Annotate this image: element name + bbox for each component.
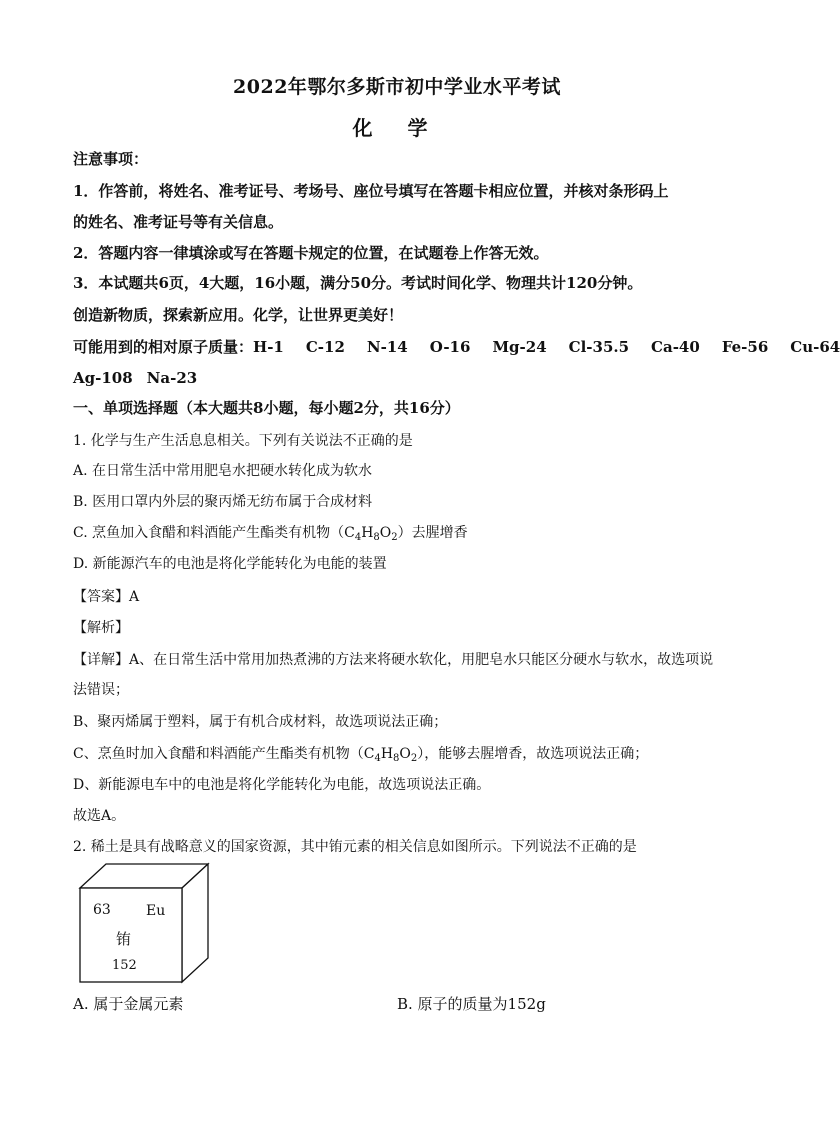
detail-b: B、聚丙烯属于塑料，属于有机合成材料，故选项说法正确；: [73, 714, 448, 730]
question-1-stem: 1. 化学与生产生活息息相关。下列有关说法不正确的是: [73, 433, 413, 449]
atomic-mass-value: O-16: [429, 338, 471, 356]
atomic-mass-value: C-12: [305, 338, 345, 356]
answer-value: A: [129, 589, 140, 605]
atomic-mass-value: N-14: [366, 338, 408, 356]
element-cube-drawing: [78, 862, 212, 984]
formula-subscript: 8: [373, 532, 380, 543]
exam-title: 2022年鄂尔多斯市初中学业水平考试: [233, 76, 561, 98]
atomic-mass: 152: [112, 958, 137, 973]
answer-line: [73, 587, 139, 607]
atomic-masses-line-2: [73, 368, 197, 388]
atomic-mass-value: Ca-40: [651, 338, 700, 356]
question-1-option-b: B. 医用口罩内外层的聚丙烯无纺布属于合成材料: [73, 494, 373, 510]
slogan: 创造新物质，探索新应用。化学，让世界更美好！: [73, 306, 404, 324]
formula-element: O: [399, 746, 411, 762]
atomic-mass-value: Fe-56: [721, 338, 769, 356]
element-card-eu: [78, 862, 212, 984]
atomic-masses-line-1: [73, 337, 840, 357]
question-1-option-d: D. 新能源汽车的电池是将化学能转化为电能的装置: [73, 556, 387, 572]
atomic-mass-value: H-1: [253, 338, 284, 356]
formula-subscript: 8: [393, 753, 400, 764]
formula-element: H: [380, 746, 394, 762]
atomic-masses-label: 可能用到的相对原子质量：: [73, 338, 254, 356]
notes-heading: 注意事项：: [73, 150, 149, 168]
atomic-mass-value: Cu-64: [790, 338, 840, 356]
note-item-1-line-2: 的姓名、准考证号等有关信息。: [73, 213, 284, 231]
atomic-mass-value: Cl-35.5: [568, 338, 630, 356]
question-2-option-b: B. 原子的质量为152g: [397, 995, 546, 1013]
atomic-number: 63: [93, 902, 111, 918]
detail-line-2: 法错误；: [73, 682, 129, 698]
question-2-option-a: A. 属于金属元素: [73, 995, 184, 1013]
element-name: 铕: [116, 930, 132, 948]
formula-element: O: [379, 525, 392, 541]
formula-subscript: 4: [354, 532, 362, 543]
question-2-stem: 2. 稀土是具有战略意义的国家资源，其中铕元素的相关信息如图所示。下列说法不正确的是: [73, 839, 637, 855]
detail-c-text-end: ），能够去腥增香，故选项说法正确；: [417, 746, 649, 762]
atomic-mass-value: Ag-108: [73, 369, 133, 387]
atomic-mass-value: Mg-24: [492, 338, 547, 356]
formula-element: H: [361, 525, 374, 541]
detail-c: [73, 744, 648, 769]
note-item-2: 2．答题内容一律填涂或写在答题卡规定的位置，在试题卷上作答无效。: [73, 244, 549, 262]
element-symbol: Eu: [146, 903, 166, 919]
note-item-3: 3．本试题共6页，4大题，16小题，满分50分。考试时间化学、物理共计120分钟。: [73, 274, 643, 292]
subject-title: 化 学: [352, 116, 442, 140]
analysis-label: 【解析】: [73, 620, 129, 636]
answer-label: 【答案】: [73, 589, 129, 605]
detail-c-text: C、烹鱼时加入食醋和料酒能产生酯类有机物（C: [73, 746, 375, 762]
option-c-text-end: ）去腥增香: [397, 525, 468, 541]
question-1-option-a: A. 在日常生活中常用肥皂水把硬水转化成为软水: [73, 463, 373, 479]
note-item-1-line-1: 1．作答前，将姓名、准考证号、考场号、座位号填写在答题卡相应位置，并核对条形码上: [73, 182, 669, 200]
atomic-mass-value: Na-23: [146, 369, 198, 387]
detail-line-1: 【详解】A、在日常生活中常用加热煮沸的方法来将硬水软化，用肥皂水只能区分硬水与软水，故选项说: [73, 652, 714, 668]
formula-subscript: 4: [374, 753, 381, 764]
section-heading: 一、单项选择题（本大题共8小题，每小题2分，共16分）: [73, 399, 460, 417]
option-c-text: C. 烹鱼加入食醋和料酒能产生酯类有机物（C: [73, 525, 355, 541]
question-1-option-c: [73, 523, 468, 548]
formula-subscript: 2: [391, 532, 398, 543]
formula-subscript: 2: [410, 753, 418, 764]
detail-d: D、新能源电车中的电池是将化学能转化为电能，故选项说法正确。: [73, 777, 491, 793]
conclusion: 故选A。: [73, 808, 126, 824]
